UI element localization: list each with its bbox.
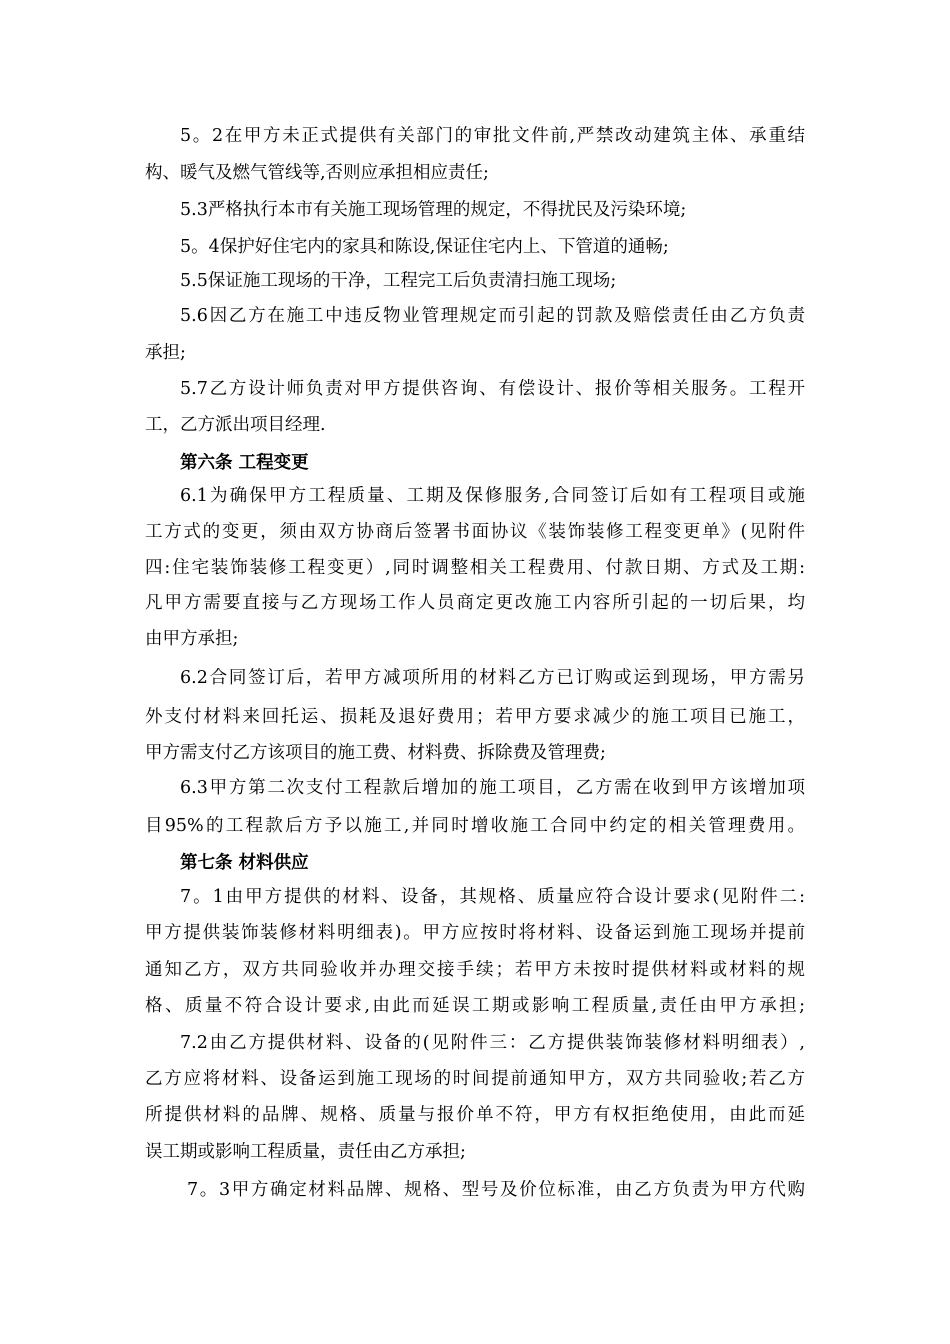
clause-6-1-line-5: 由甲方承担; [145, 629, 239, 649]
clause-5-6-line-2: 承担; [145, 343, 186, 363]
clause-6-1-line-3: 四:住宅装饰装修工程变更）,同时调整相关工程费用、付款日期、方式及工期: [145, 558, 805, 578]
clause-6-1-line-2: 工方式的变更，须由双方协商后签署书面协议《装饰装修工程变更单》(见附件 [145, 522, 805, 542]
clause-7-2-line-2: 乙方应将材料、设备运到施工现场的时间提前通知甲方，双方共同验收;若乙方 [145, 1069, 805, 1089]
section-heading-article-7: 第七条 材料供应 [180, 853, 309, 873]
clause-5-4: 5。4保护好住宅内的家具和陈设,保证住宅内上、下管道的通畅; [180, 237, 669, 257]
clause-7-1-line-1: 7。1由甲方提供的材料、设备，其规格、质量应符合设计要求(见附件二: [180, 887, 805, 907]
clause-7-2-line-4: 误工期或影响工程质量，责任由乙方承担; [145, 1142, 466, 1162]
clause-6-2-line-2: 外支付材料来回托运、损耗及退好费用；若甲方要求减少的施工项目已施工， [145, 707, 805, 727]
clause-5-7-line-1: 5.7乙方设计师负责对甲方提供咨询、有偿设计、报价等相关服务。工程开 [180, 379, 805, 399]
clause-6-3-line-1: 6.3甲方第二次支付工程款后增加的施工项目，乙方需在收到甲方该增加项 [180, 778, 805, 798]
clause-5-7-line-2: 工，乙方派出项目经理. [145, 415, 326, 435]
clause-7-2-line-1: 7.2由乙方提供材料、设备的(见附件三：乙方提供装饰装修材料明细表）, [180, 1033, 805, 1053]
clause-7-3-line-1: 7。3甲方确定材料品牌、规格、型号及价位标准，由乙方负责为甲方代购 [187, 1180, 805, 1200]
clause-7-1-line-4: 格、质量不符合设计要求,由此而延误工期或影响工程质量,责任由甲方承担; [145, 996, 805, 1016]
clause-7-1-line-3: 通知乙方，双方共同验收并办理交接手续；若甲方未按时提供材料或材料的规 [145, 960, 805, 980]
clause-6-1-line-4: 凡甲方需要直接与乙方现场工作人员商定更改施工内容所引起的一切后果，均 [145, 593, 805, 613]
clause-6-1-line-1: 6.1为确保甲方工程质量、工期及保修服务,合同签订后如有工程项目或施 [180, 486, 805, 506]
clause-6-2-line-1: 6.2合同签订后，若甲方减项所用的材料乙方已订购或运到现场，甲方需另 [180, 668, 805, 688]
clause-6-3-line-2: 目95%的工程款后方予以施工,并同时增收施工合同中约定的相关管理费用。 [145, 816, 805, 836]
clause-7-2-line-3: 所提供材料的品牌、规格、质量与报价单不符，甲方有权拒绝使用，由此而延 [145, 1105, 805, 1125]
clause-5-5: 5.5保证施工现场的干净，工程完工后负责清扫施工现场; [180, 271, 617, 291]
clause-5-2-line-2: 构、暖气及燃气管线等,否则应承担相应责任; [145, 163, 489, 183]
clause-5-6-line-1: 5.6因乙方在施工中违反物业管理规定而引起的罚款及赔偿责任由乙方负责 [180, 306, 805, 326]
clause-6-2-line-3: 甲方需支付乙方该项目的施工费、材料费、拆除费及管理费; [145, 743, 606, 763]
clause-5-3: 5.3严格执行本市有关施工现场管理的规定，不得扰民及污染环境; [180, 200, 687, 220]
clause-5-2-line-1: 5。2在甲方未正式提供有关部门的审批文件前,严禁改动建筑主体、承重结 [180, 126, 805, 146]
clause-7-1-line-2: 甲方提供装饰装修材料明细表)。甲方应按时将材料、设备运到施工现场并提前 [145, 923, 805, 943]
section-heading-article-6: 第六条 工程变更 [180, 453, 309, 473]
